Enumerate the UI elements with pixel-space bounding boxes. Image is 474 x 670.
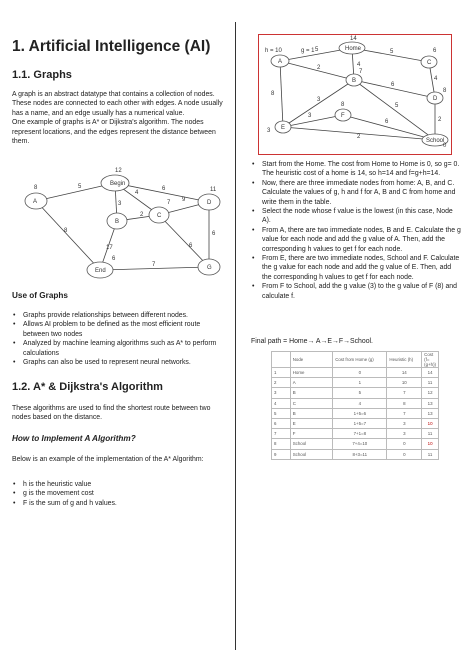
graphs-heading: 1.1. Graphs — [12, 69, 72, 81]
map-figure — [258, 34, 452, 155]
table-header: Cost from Home (g) — [333, 352, 387, 368]
table-cell: 7 — [387, 408, 422, 418]
edge-weight: 2 — [140, 212, 144, 218]
table-header: Cost (f=(g+h)) — [422, 352, 439, 368]
table-cell: 7+4=10 — [333, 439, 387, 449]
list-item: • Now, there are three immediate nodes from home: A, B, and C. Calculate the values of g, h and f for A, B and C from home and write them in the table. — [251, 179, 461, 207]
table-cell: 14 — [422, 368, 439, 378]
definitions-list — [12, 480, 226, 508]
heuristic-label: g = 1 — [301, 48, 315, 54]
list-item: • From E, there are two immediate nodes, School and F. Calculate the g value for each node and add the g value of E. Then, add the corresponding h values to get f for each node. — [251, 254, 461, 282]
edge-a-e — [280, 61, 283, 127]
table-header-row — [272, 352, 439, 368]
table-cell: 0 — [333, 368, 387, 378]
node-label-end: End — [95, 268, 106, 274]
map-diagram — [259, 35, 451, 154]
table-cell: 6 — [272, 418, 291, 428]
heuristic-label: 6 — [433, 48, 437, 54]
column-divider — [235, 22, 236, 650]
table-cell: 8 — [272, 439, 291, 449]
table-cell: 13 — [422, 398, 439, 408]
table-cell: School — [290, 439, 332, 449]
table-row — [272, 378, 439, 388]
heuristic-label: 8 — [443, 88, 447, 94]
table-row — [272, 368, 439, 378]
edge-weight: 6 — [112, 256, 116, 262]
table-row — [272, 388, 439, 398]
table-cell: School — [290, 449, 332, 459]
table-cell: 3 — [272, 388, 291, 398]
node-label-home: Home — [345, 46, 362, 52]
list-item: • F is the sum of g and h values. — [12, 499, 226, 508]
list-item: • From F to School, add the g value (3) to the g value of F (8) and calculate f. — [251, 282, 461, 301]
table-cell: 11 — [422, 449, 439, 459]
heuristic-label: 8 — [341, 102, 345, 108]
edge-weight: 6 — [391, 82, 395, 88]
howto-heading: How to Implement A Algorithm? — [12, 434, 136, 443]
list-item: • Graphs provide relationships between different nodes. — [12, 311, 226, 320]
list-item: • Allows AI problem to be defined as the most efficient route between two nodes — [12, 320, 226, 339]
edge-weight: 2 — [438, 117, 442, 123]
node-label-f: F — [341, 113, 345, 119]
edge-weight: 5 — [390, 49, 394, 55]
heuristic-label: 14 — [350, 36, 357, 42]
heuristic-label: h = 10 — [265, 48, 282, 54]
edge-weight: 3 — [317, 97, 321, 103]
astar-intro: These algorithms are used to find the shortest route between two nodes based on the distance. — [12, 405, 211, 422]
heuristic-label: 3 — [267, 128, 271, 134]
table-cell: 1+5=6 — [333, 408, 387, 418]
edge-weight: 2 — [317, 65, 321, 71]
node-value-d: 11 — [210, 187, 217, 193]
edge-weight: 4 — [135, 190, 139, 196]
node-label-begin: Begin — [110, 181, 126, 187]
list-item: • Analyzed by machine learning algorithms such as A* to perform calculations — [12, 339, 226, 358]
edge-weight: 6 — [212, 231, 216, 237]
node-label-d: D — [433, 96, 438, 102]
graph-diagram — [12, 163, 230, 283]
table-cell: A — [290, 378, 332, 388]
edge-weight: 6 — [385, 119, 389, 125]
heuristic-label: 0 — [443, 143, 447, 149]
edge-weight: 8 — [64, 228, 68, 234]
node-label-e: E — [281, 125, 286, 131]
table-cell: 4 — [333, 398, 387, 408]
table-cell: 3 — [387, 429, 422, 439]
node-label-b: B — [115, 219, 120, 225]
uses-list — [12, 311, 226, 367]
edge-weight: 5 — [395, 103, 399, 109]
table-cell: 8+3=11 — [333, 449, 387, 459]
edge-weight: 4 — [434, 76, 438, 82]
table-row — [272, 408, 439, 418]
edge-weight: 3 — [308, 113, 312, 119]
table-cell: C — [290, 398, 332, 408]
table-cell: 1+5=7 — [333, 418, 387, 428]
edge-a-end — [36, 201, 100, 270]
list-item: • Start from the Home. The cost from Home to Home is 0, so g= 0. The heuristic cost of a home is 14, so h=14 and f=g+h=14. — [251, 160, 461, 179]
edge-weight: 8 — [271, 91, 275, 97]
example-intro: Below is an example of the implementation of the A* Algorithm: — [12, 456, 204, 463]
edge-weight: 6 — [189, 243, 193, 249]
edge-weight: 2 — [357, 134, 361, 140]
table-row — [272, 439, 439, 449]
node-label-b: B — [352, 78, 357, 84]
table-cell: 4 — [272, 398, 291, 408]
table-cell: 10 — [387, 378, 422, 388]
table-cell: Home — [290, 368, 332, 378]
table-cell: 10 — [422, 418, 439, 428]
list-item: • From A, there are two immediate nodes, B and E. Calculate the g value for each node and add the g value of A. Then, add the corresponding h values to get f for each node. — [251, 226, 461, 254]
list-item: • Select the node whose f value is the lowest (in this case, Node A). — [251, 207, 461, 226]
table-cell: 13 — [422, 408, 439, 418]
table-cell: 10 — [422, 439, 439, 449]
table-row — [272, 418, 439, 428]
node-label-g: G — [207, 265, 212, 271]
table-row — [272, 429, 439, 439]
table-cell: 7 — [387, 388, 422, 398]
table-cell: 8 — [387, 398, 422, 408]
uses-heading: Use of Graphs — [12, 291, 68, 300]
node-label-c: C — [157, 213, 162, 219]
table-cell: 1 — [272, 368, 291, 378]
list-item: • g is the movement cost — [12, 489, 226, 498]
graphs-intro-text-2: One example of graphs is A* or Dijkstra's algorithm. The nodes represent locations, and the edges represent the distance between them. — [12, 119, 216, 146]
node-label-d: D — [207, 200, 212, 206]
table-cell: E — [290, 418, 332, 428]
list-item: • h is the heuristic value — [12, 480, 226, 489]
results-table — [271, 351, 439, 460]
table-header: Node — [290, 352, 332, 368]
table-cell: 5 — [333, 388, 387, 398]
table-cell: B — [290, 388, 332, 398]
edge-weight: 9 — [182, 197, 186, 203]
table-cell: 0 — [387, 449, 422, 459]
table-cell: 2 — [272, 378, 291, 388]
table-header: Heuristic (h) — [387, 352, 422, 368]
edge-weight: 6 — [162, 186, 166, 192]
table-cell: 9 — [272, 449, 291, 459]
edge-weight: 17 — [106, 245, 113, 251]
graphs-intro-text: A graph is an abstract datatype that contains a collection of nodes. These nodes are connected to each other with edges. A node usually has a name, and an edge usually has a numerical value. — [12, 91, 223, 117]
node-value-begin: 12 — [115, 168, 122, 174]
edge-weight: 7 — [167, 200, 171, 206]
table-cell: 1 — [333, 378, 387, 388]
heuristic-label: 7 — [359, 69, 363, 75]
table-cell: 7+1=8 — [333, 429, 387, 439]
table-cell: 11 — [422, 378, 439, 388]
node-label-school: School — [426, 138, 445, 144]
table-cell: 11 — [422, 429, 439, 439]
final-path: Final path = Home→ A→E→F→School. — [251, 338, 373, 345]
table-cell: B — [290, 408, 332, 418]
table-cell: 14 — [387, 368, 422, 378]
astar-heading: 1.2. A* & Dijkstra's Algorithm — [12, 381, 163, 393]
list-item: • Graphs can also be used to represent neural networks. — [12, 358, 226, 367]
table-row — [272, 449, 439, 459]
table-row — [272, 398, 439, 408]
graphs-intro — [12, 90, 226, 146]
table-cell: 0 — [387, 439, 422, 449]
table-cell: 5 — [272, 408, 291, 418]
node-label-c: C — [427, 60, 432, 66]
edge-weight: 3 — [118, 201, 122, 207]
steps-list — [251, 160, 461, 301]
edge-weight: 7 — [152, 262, 156, 268]
edge-weight: 5 — [78, 184, 82, 190]
edge-weight: 4 — [357, 62, 361, 68]
page-title: 1. Artificial Intelligence (AI) — [12, 38, 211, 55]
node-label-a: A — [278, 59, 283, 65]
edge-weight: 5 — [315, 47, 319, 53]
table-cell: 3 — [387, 418, 422, 428]
node-value-a: 8 — [34, 185, 38, 191]
table-header — [272, 352, 291, 368]
edge-c-g — [159, 215, 209, 267]
node-label-a: A — [33, 199, 38, 205]
table-cell: F — [290, 429, 332, 439]
table-cell: 12 — [422, 388, 439, 398]
table-cell: 7 — [272, 429, 291, 439]
